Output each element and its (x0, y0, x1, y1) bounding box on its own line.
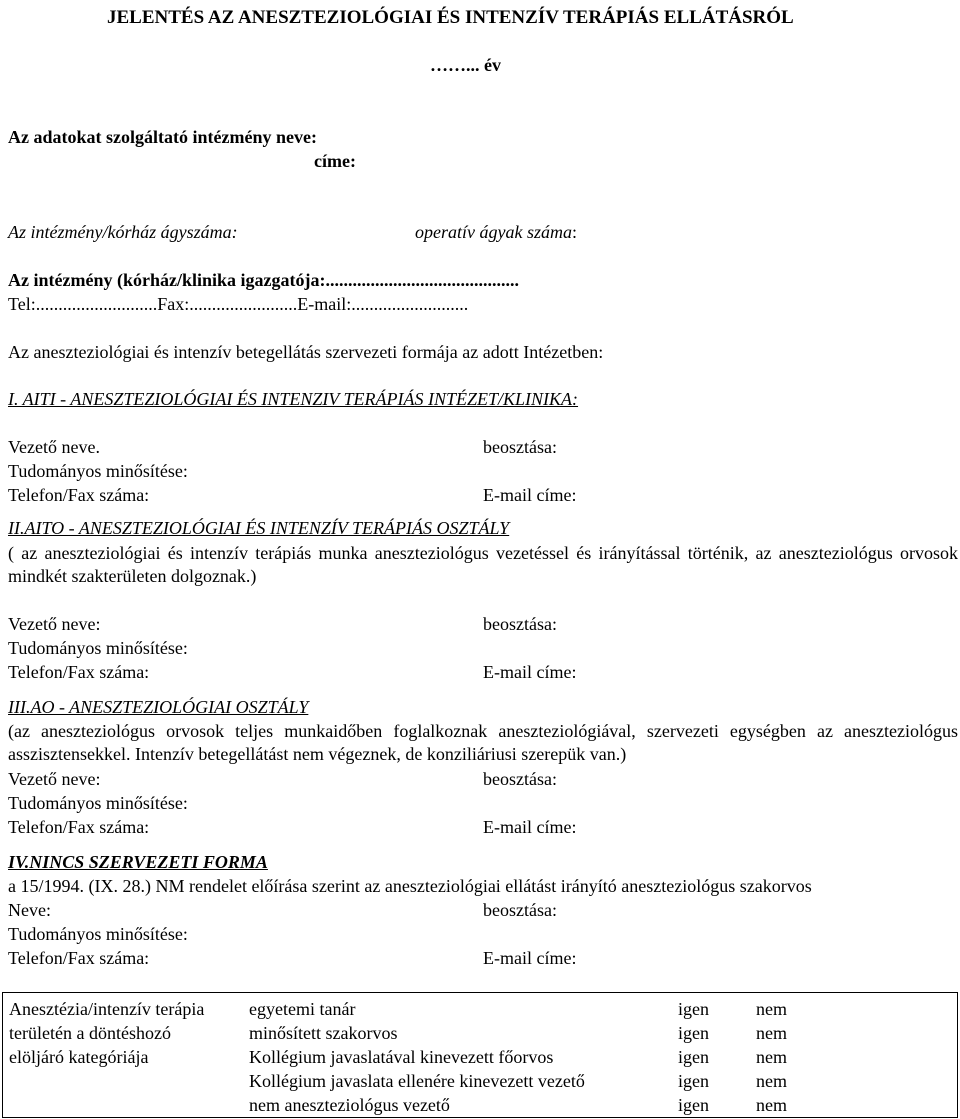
section-4-description: a 15/1994. (IX. 28.) NM rendelet előírása szerint az aneszteziológiai ellátást irányító aneszteziológus szakorvos (8, 876, 812, 896)
no-option[interactable]: nem (756, 1023, 787, 1043)
operative-beds-label: operatív ágyak száma: (415, 222, 577, 242)
report-year: ……... év (430, 55, 501, 75)
yes-option[interactable]: igen (678, 999, 709, 1019)
institution-address-label: címe: (314, 151, 356, 171)
section-2-fields (8, 612, 958, 684)
section-3-fields (8, 767, 958, 839)
yes-option[interactable]: igen (678, 1095, 709, 1115)
contact-line: Tel:...........................Fax:........................E-mail:.......................... (8, 294, 469, 314)
leader-label: Vezető neve: (8, 769, 101, 789)
section-3-heading: III.AO - ANESZTEZIOLÓGIAI OSZTÁLY (8, 697, 309, 717)
section-4-heading: IV.NINCS SZERVEZETI FORMA (8, 852, 268, 872)
phone-fax-label: Telefon/Fax száma: (8, 662, 150, 682)
section-1-heading: I. AITI - ANESZTEZIOLÓGIAI ÉS INTENZIV TERÁPIÁS INTÉZET/KLINIKA: (8, 389, 579, 409)
category-option: nem aneszteziológus vezető (249, 1095, 450, 1115)
email-label: E-mail címe: (483, 662, 577, 682)
yes-option[interactable]: igen (678, 1071, 709, 1091)
leader-label: Vezető neve. (8, 437, 100, 457)
bed-count-label: Az intézmény/kórház ágyszáma: (8, 222, 238, 242)
org-form-label: Az aneszteziológiai és intenzív betegellátás szervezeti formája az adott Intézetben: (8, 342, 604, 362)
section-3-description: (az aneszteziológus orvosok teljes munkaidőben foglalkoznak aneszteziológiával, szervezeti egységben az aneszteziológus asszisztensekkel. Intenzív betegellátást nem végeznek, de konziliáriusi szerepük van.) (8, 721, 958, 764)
position-label: beosztása: (483, 614, 557, 634)
section-4-fields (8, 898, 958, 970)
category-option: Kollégium javaslata ellenére kinevezett vezető (249, 1071, 585, 1091)
email-label: E-mail címe: (483, 948, 577, 968)
category-option: Kollégium javaslatával kinevezett főorvos (249, 1047, 554, 1067)
yes-option[interactable]: igen (678, 1047, 709, 1067)
yes-option[interactable]: igen (678, 1023, 709, 1043)
section-2-description: ( az aneszteziológiai és intenzív terápiás munka aneszteziológus vezetéssel és irányítással történik, az aneszteziológus orvosok mindkét szakterületen dolgoznak.) (8, 543, 958, 586)
section-1-fields (8, 435, 958, 507)
category-table (2, 992, 958, 1118)
report-title: JELENTÉS AZ ANESZTEZIOLÓGIAI ÉS INTENZÍV TERÁPIÁS ELLÁTÁSRÓL (107, 7, 794, 28)
table-left-label-line-2: területén a döntéshozó (9, 1023, 171, 1043)
phone-fax-label: Telefon/Fax száma: (8, 485, 150, 505)
position-label: beosztása: (483, 769, 557, 789)
category-option: egyetemi tanár (249, 999, 356, 1019)
no-option[interactable]: nem (756, 1095, 787, 1115)
no-option[interactable]: nem (756, 1047, 787, 1067)
category-option: minősített szakorvos (249, 1023, 398, 1043)
table-left-label-line-1: Anesztézia/intenzív terápia (9, 999, 205, 1019)
degree-label: Tudományos minősítése: (8, 638, 188, 658)
position-label: beosztása: (483, 437, 557, 457)
phone-fax-label: Telefon/Fax száma: (8, 948, 150, 968)
leader-label: Vezető neve: (8, 614, 101, 634)
email-label: E-mail címe: (483, 817, 577, 837)
phone-fax-label: Telefon/Fax száma: (8, 817, 150, 837)
table-left-label-line-3: elöljáró kategóriája (9, 1047, 149, 1067)
degree-label: Tudományos minősítése: (8, 793, 188, 813)
position-label: beosztása: (483, 900, 557, 920)
leader-label: Neve: (8, 900, 51, 920)
no-option[interactable]: nem (756, 1071, 787, 1091)
institution-name-label: Az adatokat szolgáltató intézmény neve: (8, 127, 317, 147)
degree-label: Tudományos minősítése: (8, 924, 188, 944)
section-2-heading: II.AITO - ANESZTEZIOLÓGIAI ÉS INTENZÍV TERÁPIÁS OSZTÁLY (8, 518, 510, 538)
director-label: Az intézmény (kórház/klinika igazgatója:........................................... (8, 270, 519, 290)
no-option[interactable]: nem (756, 999, 787, 1019)
email-label: E-mail címe: (483, 485, 577, 505)
degree-label: Tudományos minősítése: (8, 461, 188, 481)
